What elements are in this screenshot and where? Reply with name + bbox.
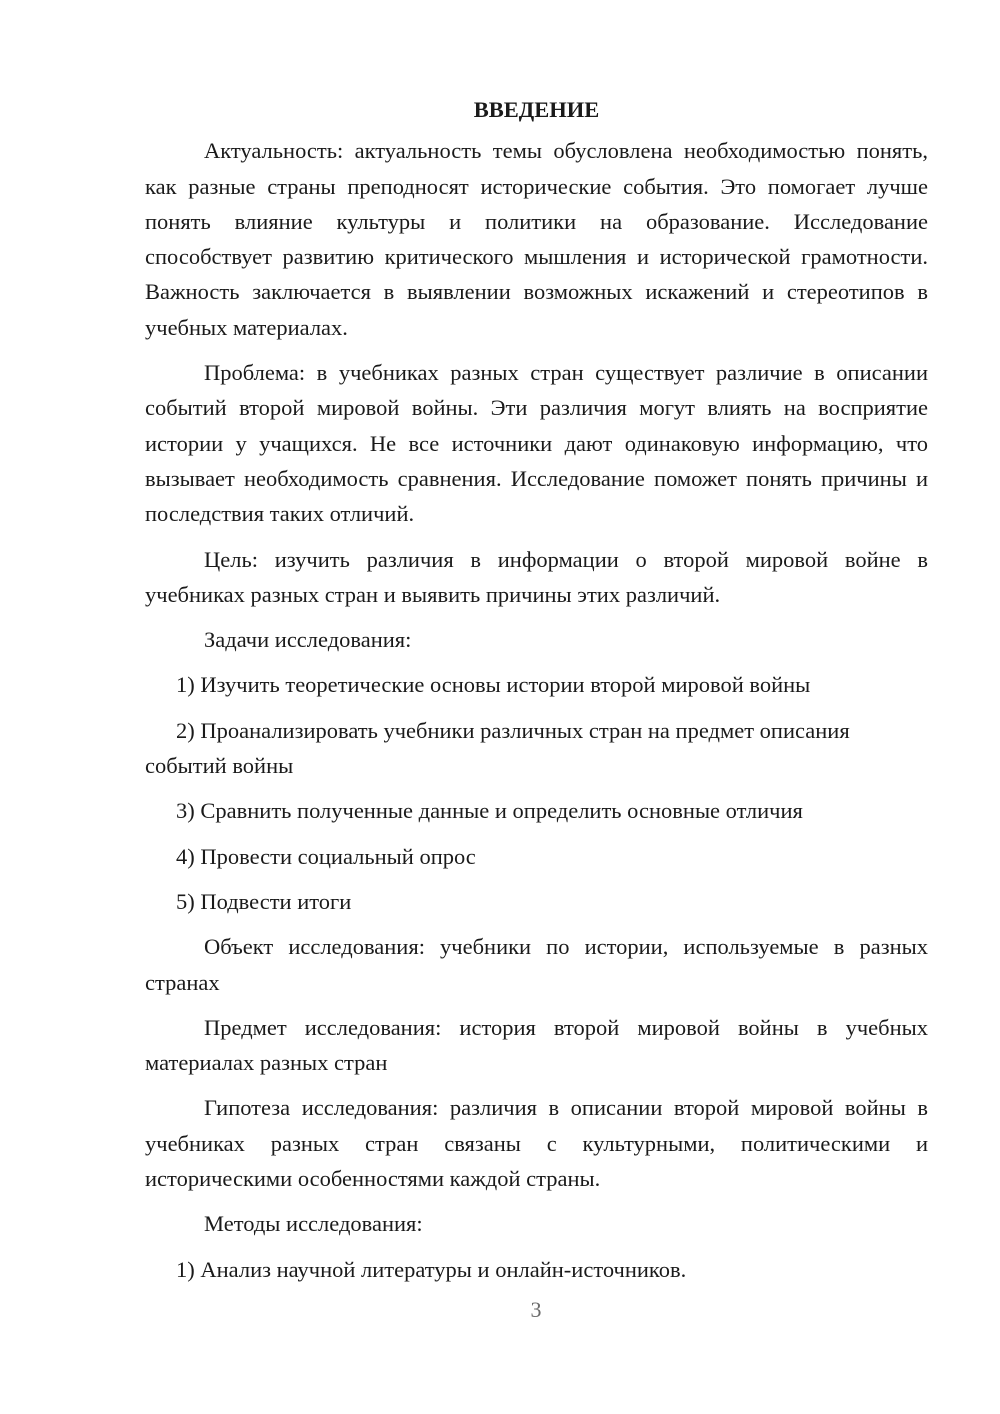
relevance-paragraph: Актуальность: актуальность темы обусловлена необходимостью понять, как разные страны преподносят исторические события. Это помогает лучше понять влияние культуры и политики на образование. Исследование способствует развитию критического мышления и исторической грамотности. Важность заключается в выявлении возможных искажений и стереотипов в учебных материалах. [145,138,928,340]
hypothesis-paragraph: Гипотеза исследования: различия в описании второй мировой войны в учебниках разных стран связаны с культурными, политическими и историческими особенностями каждой страны. [145,1095,928,1192]
object-paragraph: Объект исследования: учебники по истории, используемые в разных странах [145,934,928,995]
goal-paragraph: Цель: изучить различия в информации о второй мировой войне в учебниках разных стран и выявить причины этих различий. [145,546,928,607]
task-item-2: 2) Проанализировать учебники различных стран на предмет описания событий войны [145,717,850,779]
page-number: 3 [530,1297,542,1322]
subject-paragraph: Предмет исследования: история второй мировой войны в учебных материалах разных стран [145,1014,928,1076]
page-title: ВВЕДЕНИЕ [473,97,600,122]
task-item-4: 4) Провести социальный опрос [176,843,476,869]
tasks-heading: Задачи исследования: [204,627,412,653]
task-item-1: 1) Изучить теоретические основы истории второй мировой войны [176,672,811,698]
task-item-3: 3) Сравнить полученные данные и определить основные отличия [176,798,803,824]
methods-heading: Методы исследования: [204,1211,423,1237]
problem-paragraph: Проблема: в учебниках разных стран существует различие в описании событий второй мировой войны. Эти различия могут влиять на восприятие истории у учащихся. Не все источники дают одинаковую информацию, что вызывает необходимость сравнения. Исследование поможет понять причины и последствия таких отличий. [145,360,928,527]
task-item-5: 5) Подвести итоги [176,888,352,914]
page-content [145,92,928,1297]
method-item-1: 1) Анализ научной литературы и онлайн-источников. [176,1256,687,1282]
